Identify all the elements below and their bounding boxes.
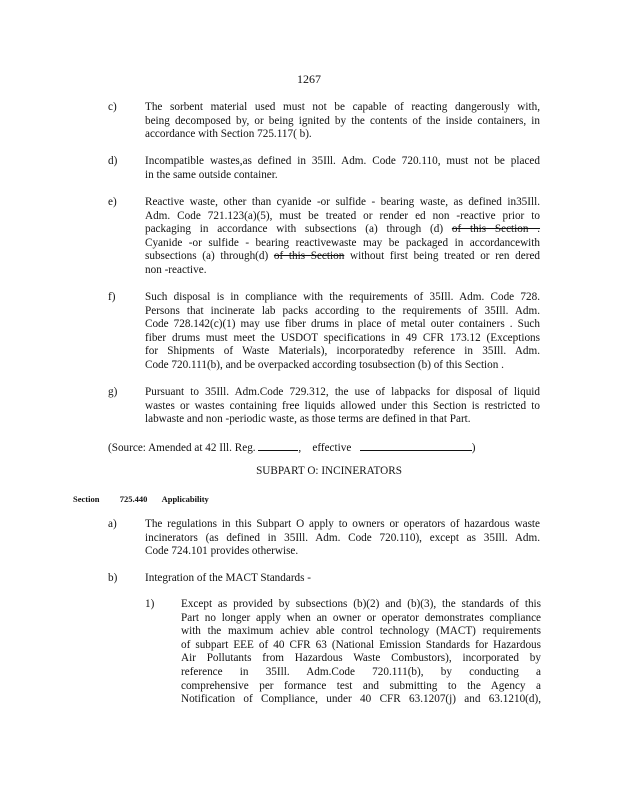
text-line: Except as provided by subsections (b)(2) and (b)(3), the standards of this [181,598,541,610]
text-line: fiber drums must meet the USDOT specifications in 49 CFR 173.12 (Exceptions [145,331,540,344]
text-line: in the same outside container. [145,168,278,181]
paragraph-text [145,155,540,182]
text-line: Reactive waste, other than cyanide -or sulfide - bearing waste, as defined in35Ill. [145,196,540,208]
text-line: incinerators (as defined in 35Ill. Adm. Code 720.110), except as 35Ill. Adm. [145,531,540,544]
paragraph-c [108,101,540,143]
text-line: subsections (a) through(d) of this Section without first being treated or ren dered [145,250,541,263]
text-line: Code 720.111(b), and be overpacked according tosubsection (b) of this Section . [145,358,504,371]
page-number: 1267 [297,72,321,86]
text-line: Incompatible wastes,as defined in 35Ill. Adm. Code 720.110, must not be placed [145,155,540,167]
source-close: ) [471,442,476,454]
text-line: packaging in accordance with subsections (a) through (d) of this Section . [145,223,541,236]
section-heading [73,493,209,507]
paragraph-text [145,386,540,427]
text-line: Persons that incinerate lab packs according to the requirements of 35Ill. Adm. [145,304,540,317]
paragraph-f [108,291,540,375]
text-line: of subpart EEE of 40 CFR 63 (National Emission Standards for Hazardous [181,638,541,651]
source-effective: effective [312,442,352,454]
paragraph-b [108,572,540,586]
subparagraph-1 [145,598,541,710]
text-line: reference in 35Ill. Adm.Code 720.111(b), by conducting a [181,665,541,678]
paragraph-a [108,518,540,560]
subparagraph-label: 1) [145,598,155,610]
text-line: with the maximum achiev able control technology (MACT) requirements [181,625,541,638]
text-line: Integration of the MACT Standards - [145,572,312,584]
text-line: Part no longer apply when an owner or operator demonstrates compliance [181,611,541,624]
paragraph-d [108,155,540,183]
paragraph-text [145,518,540,559]
text-line: wastes or wastes containing free liquids allowed under this Section is restricted to [145,399,540,412]
text-line: Code 724.101 provides otherwise. [145,545,299,558]
section-number: 725.440 [119,494,148,504]
source-sep: , [298,442,302,454]
paragraph-g [108,386,540,428]
paragraph-text [145,291,540,373]
paragraph-e [108,196,540,280]
paragraph-label: e) [108,196,117,208]
text-line: non -reactive. [145,263,207,276]
section-label: Section [73,494,100,504]
paragraph-text [145,572,540,586]
source-note [108,440,548,456]
section-title: Applicability [161,494,209,504]
source-prefix: (Source: Amended at 42 Ill. Reg. [108,442,256,454]
text-line: labwaste and non -periodic waste, as those terms are defined in that Part. [145,413,471,426]
paragraph-label: f) [108,291,116,303]
effective-blank [360,440,472,451]
text-line: Notification of Compliance, under 40 CFR 63.1207(j) and 63.1210(d), [181,693,541,706]
paragraph-label: c) [108,101,117,113]
text-line: Air Pollutants from Hazardous Waste Combustors), incorporated by [181,652,541,665]
paragraph-label: d) [108,155,118,167]
text-line: accordance with Section 725.117( b). [145,128,312,141]
text-line: The regulations in this Subpart O apply to owners or operators of hazardous waste [145,518,540,530]
paragraph-label: b) [108,572,118,584]
paragraph-label: g) [108,386,118,398]
subparagraph-text [181,598,541,707]
paragraph-label: a) [108,518,117,530]
paragraph-text [145,101,540,142]
text-line: comprehensive per formance test and submitting to the Agency a [181,679,541,692]
text-line: Such disposal is in compliance with the requirements of 35Ill. Adm. Code 728. [145,291,540,303]
paragraph-text [145,196,540,278]
text-line: Cyanide -or sulfide - bearing reactivewaste may be packaged in accordancewith [145,236,540,249]
subpart-heading: SUBPART O: INCINERATORS [256,465,402,477]
text-line: The sorbent material used must not be capable of reacting dangerously with, [145,101,540,113]
text-line: being decomposed by, or being ignited by the contents of the inside containers, in [145,114,540,127]
reg-blank [258,440,298,451]
text-line: for Shipments of Waste Materials), incorporatedby reference in 35Ill. Adm. [145,345,540,358]
text-line: Code 728.142(c)(1) may use fiber drums in place of metal outer containers . Such [145,318,540,331]
text-line: Adm. Code 721.123(a)(5), must be treated or render ed non -reactive prior to [145,209,540,222]
struck-text: of this Section . [451,223,541,236]
text-line: Pursuant to 35Ill. Adm.Code 729.312, the use of labpacks for disposal of liquid [145,386,540,398]
struck-text: of this Section [273,250,345,263]
